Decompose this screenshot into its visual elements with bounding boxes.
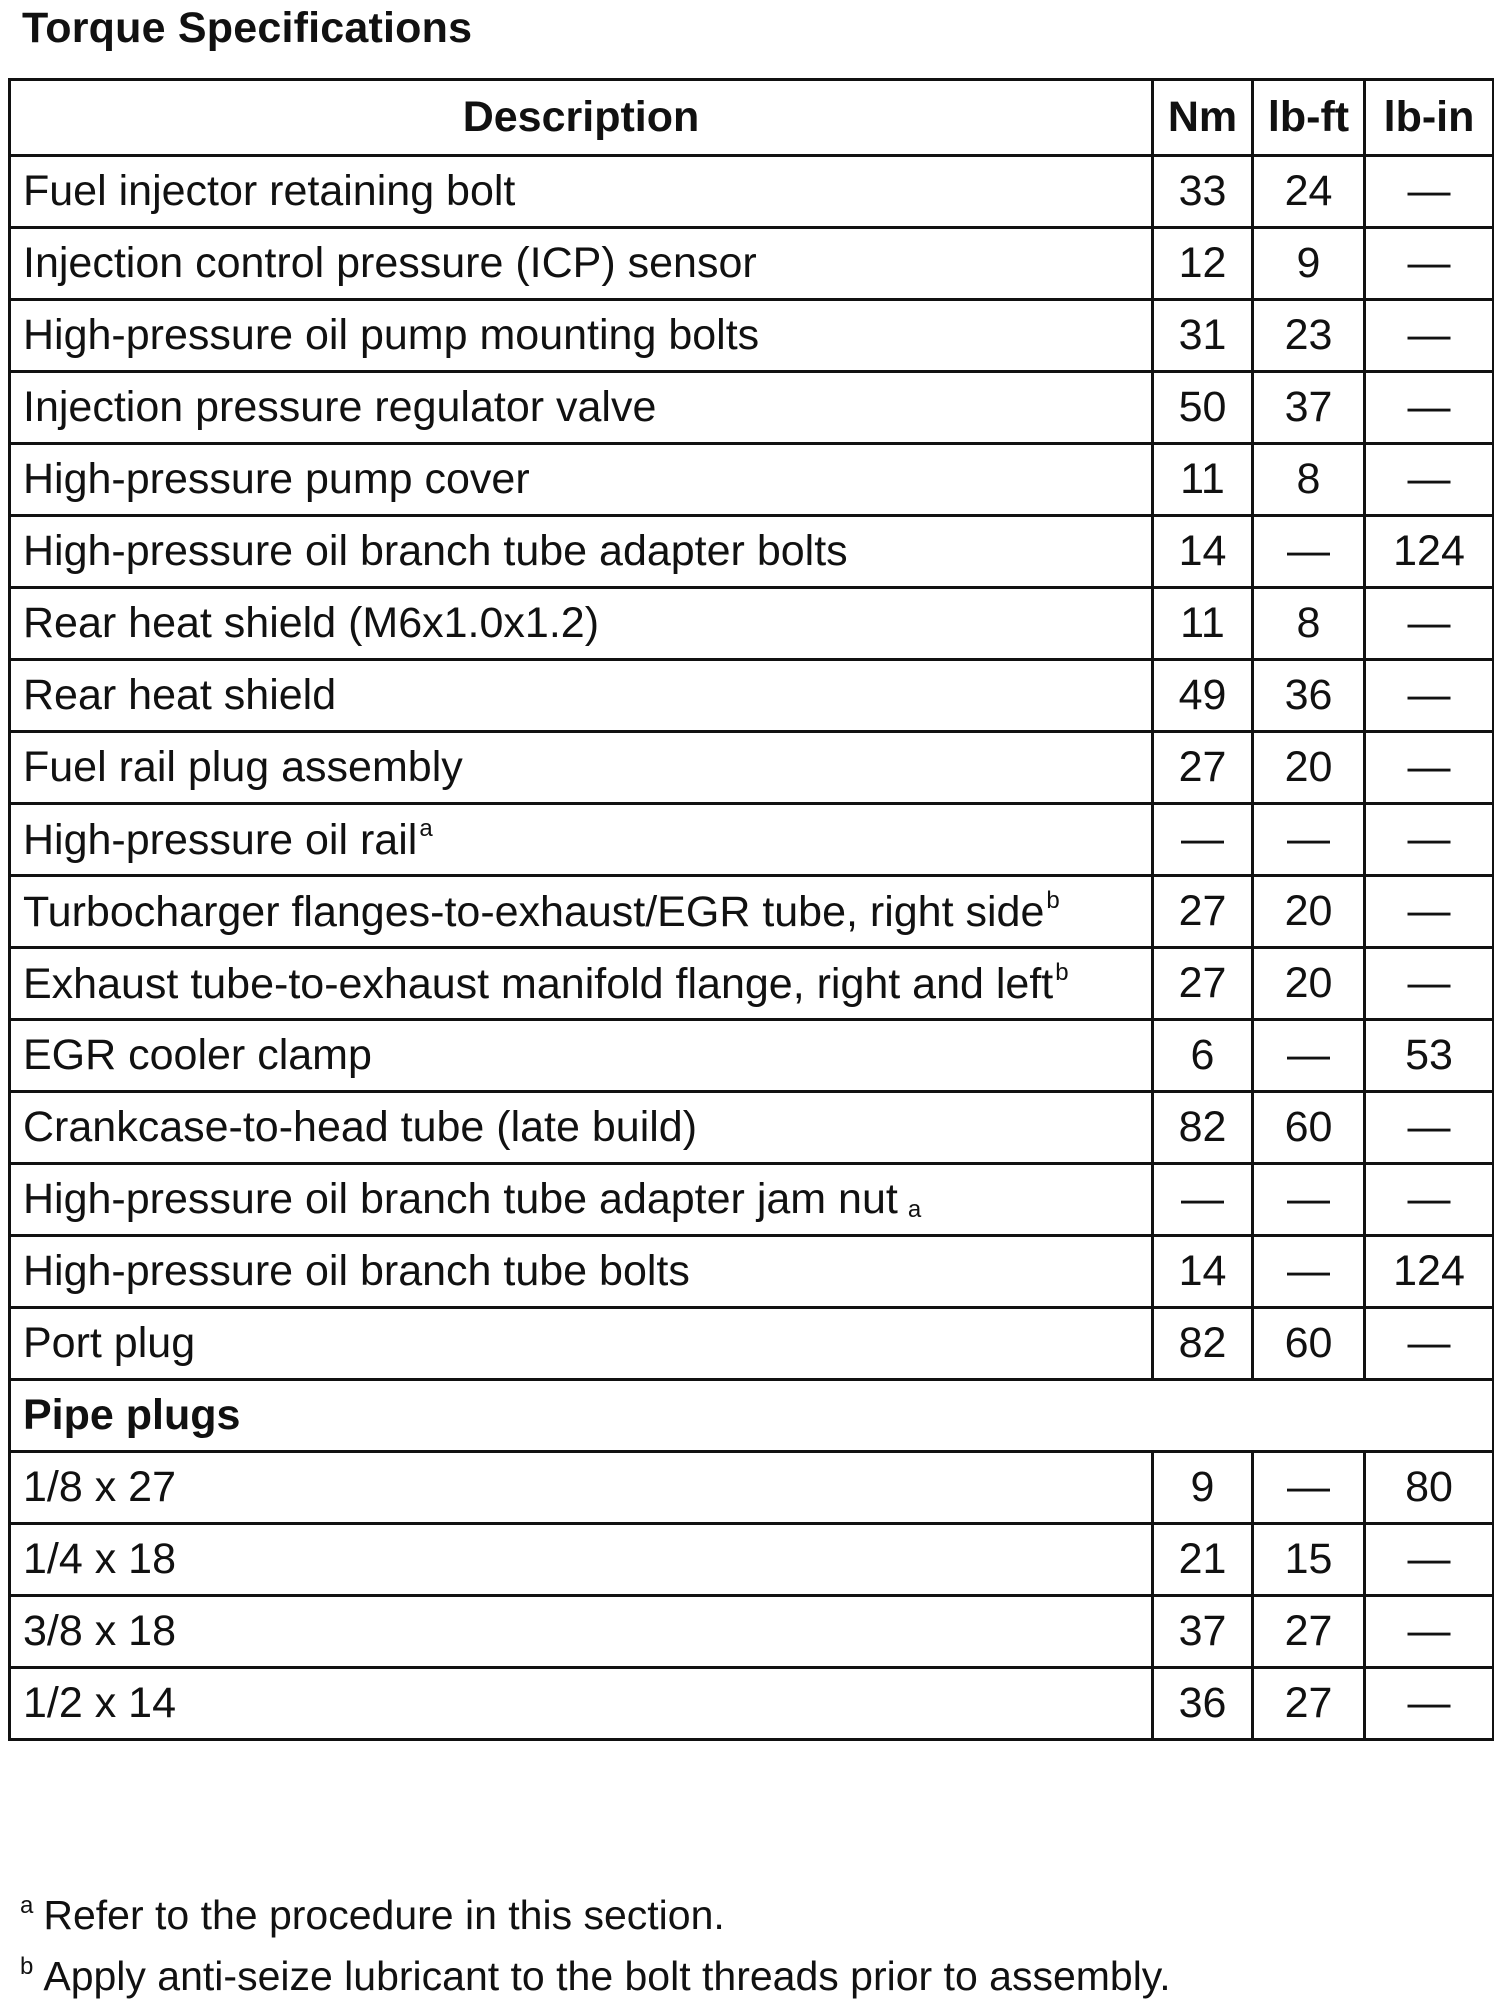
table-row <box>10 1236 1494 1308</box>
row-lbft: — <box>1253 1236 1365 1308</box>
table-row <box>10 1164 1494 1236</box>
row-lbin: — <box>1365 228 1494 300</box>
row-description: 1/2 x 14 <box>10 1668 1153 1740</box>
row-lbft: — <box>1253 1452 1365 1524</box>
table-row <box>10 444 1494 516</box>
table-row <box>10 1668 1494 1740</box>
footnote-mark: a <box>20 1892 34 1919</box>
table-row <box>10 732 1494 804</box>
row-lbin: 124 <box>1365 1236 1494 1308</box>
row-description: High-pressure oil rail$^a$ <box>10 804 1153 876</box>
row-nm: 21 <box>1153 1524 1253 1596</box>
footnote-text: Refer to the procedure in this section. <box>43 1892 725 1938</box>
header-nm: Nm <box>1153 80 1253 156</box>
row-description: High-pressure pump cover <box>10 444 1153 516</box>
row-description: High-pressure oil branch tube adapter jam nut $_a$ <box>10 1164 1153 1236</box>
header-description: Description <box>10 80 1153 156</box>
torque-spec-table <box>8 78 1494 1741</box>
table-row <box>10 1308 1494 1380</box>
footnote-ref: a <box>419 815 433 842</box>
row-lbft: — <box>1253 804 1365 876</box>
row-nm: 11 <box>1153 444 1253 516</box>
header-lbin: lb-in <box>1365 80 1494 156</box>
table-row <box>10 228 1494 300</box>
row-lbin: — <box>1365 1668 1494 1740</box>
row-lbin: — <box>1365 156 1494 228</box>
row-lbft: 36 <box>1253 660 1365 732</box>
row-description: Exhaust tube-to-exhaust manifold flange, right and left$^b$ <box>10 948 1153 1020</box>
table-row <box>10 1020 1494 1092</box>
row-nm: — <box>1153 804 1253 876</box>
row-description: Turbocharger flanges-to-exhaust/EGR tube, right side$^b$ <box>10 876 1153 948</box>
table-row <box>10 1596 1494 1668</box>
row-lbft: 60 <box>1253 1092 1365 1164</box>
row-lbin: — <box>1365 588 1494 660</box>
row-lbft: 15 <box>1253 1524 1365 1596</box>
row-lbin: — <box>1365 1164 1494 1236</box>
row-lbin: — <box>1365 1524 1494 1596</box>
row-description: Fuel injector retaining bolt <box>10 156 1153 228</box>
row-lbin: — <box>1365 660 1494 732</box>
footnote-ref: b <box>1046 887 1060 914</box>
footnotes <box>20 1880 1171 2002</box>
footnote-a <box>20 1880 1171 1941</box>
table-row <box>10 660 1494 732</box>
row-lbft: 27 <box>1253 1596 1365 1668</box>
section-heading-pipe-plugs: Pipe plugs <box>10 1380 1494 1452</box>
row-lbft: 8 <box>1253 588 1365 660</box>
row-nm: 27 <box>1153 876 1253 948</box>
row-description: 3/8 x 18 <box>10 1596 1153 1668</box>
row-nm: 6 <box>1153 1020 1253 1092</box>
row-lbin: — <box>1365 732 1494 804</box>
row-nm: 9 <box>1153 1452 1253 1524</box>
row-lbft: — <box>1253 516 1365 588</box>
row-nm: 37 <box>1153 1596 1253 1668</box>
row-description: High-pressure oil pump mounting bolts <box>10 300 1153 372</box>
row-nm: 12 <box>1153 228 1253 300</box>
row-lbft: 9 <box>1253 228 1365 300</box>
footnote-b <box>20 1941 1171 2002</box>
row-description: EGR cooler clamp <box>10 1020 1153 1092</box>
row-lbin: — <box>1365 948 1494 1020</box>
table-row <box>10 876 1494 948</box>
row-description: 1/4 x 18 <box>10 1524 1153 1596</box>
row-nm: 49 <box>1153 660 1253 732</box>
row-description: Injection control pressure (ICP) sensor <box>10 228 1153 300</box>
row-lbft: 23 <box>1253 300 1365 372</box>
row-description: 1/8 x 27 <box>10 1452 1153 1524</box>
row-lbin: — <box>1365 1092 1494 1164</box>
row-nm: 50 <box>1153 372 1253 444</box>
table-row <box>10 516 1494 588</box>
table-row <box>10 1452 1494 1524</box>
footnote-ref: b <box>1055 959 1069 986</box>
row-nm: 27 <box>1153 732 1253 804</box>
row-lbin: — <box>1365 372 1494 444</box>
row-lbft: 37 <box>1253 372 1365 444</box>
table-row <box>10 804 1494 876</box>
row-lbft: 20 <box>1253 948 1365 1020</box>
row-description: Rear heat shield <box>10 660 1153 732</box>
row-lbft: 20 <box>1253 876 1365 948</box>
row-lbft: 24 <box>1253 156 1365 228</box>
row-nm: — <box>1153 1164 1253 1236</box>
row-lbft: — <box>1253 1164 1365 1236</box>
table-row <box>10 948 1494 1020</box>
row-description: High-pressure oil branch tube adapter bolts <box>10 516 1153 588</box>
row-lbin: 124 <box>1365 516 1494 588</box>
footnote-text: Apply anti-seize lubricant to the bolt threads prior to assembly. <box>43 1953 1171 1999</box>
table-row <box>10 1524 1494 1596</box>
row-nm: 33 <box>1153 156 1253 228</box>
row-lbft: 27 <box>1253 1668 1365 1740</box>
table-row <box>10 588 1494 660</box>
header-lbft: lb-ft <box>1253 80 1365 156</box>
row-nm: 82 <box>1153 1308 1253 1380</box>
row-lbin: — <box>1365 300 1494 372</box>
row-description: Fuel rail plug assembly <box>10 732 1153 804</box>
row-description: Crankcase-to-head tube (late build) <box>10 1092 1153 1164</box>
table-row <box>10 300 1494 372</box>
row-description: Injection pressure regulator valve <box>10 372 1153 444</box>
row-lbin: — <box>1365 804 1494 876</box>
row-nm: 11 <box>1153 588 1253 660</box>
row-lbft: 20 <box>1253 732 1365 804</box>
row-lbft: — <box>1253 1020 1365 1092</box>
row-description: Rear heat shield (M6x1.0x1.2) <box>10 588 1153 660</box>
row-lbft: 8 <box>1253 444 1365 516</box>
row-description: High-pressure oil branch tube bolts <box>10 1236 1153 1308</box>
row-lbin: — <box>1365 876 1494 948</box>
row-nm: 82 <box>1153 1092 1253 1164</box>
row-lbin: 80 <box>1365 1452 1494 1524</box>
section-row <box>10 1380 1494 1452</box>
row-nm: 31 <box>1153 300 1253 372</box>
table-row <box>10 372 1494 444</box>
row-lbin: 53 <box>1365 1020 1494 1092</box>
table-row <box>10 1092 1494 1164</box>
row-nm: 27 <box>1153 948 1253 1020</box>
row-lbin: — <box>1365 1308 1494 1380</box>
header-row <box>10 80 1494 156</box>
row-lbft: 60 <box>1253 1308 1365 1380</box>
page-title: Torque Specifications <box>22 4 473 52</box>
row-lbin: — <box>1365 1596 1494 1668</box>
row-nm: 36 <box>1153 1668 1253 1740</box>
footnote-ref: a <box>907 1195 922 1223</box>
table-row <box>10 156 1494 228</box>
row-nm: 14 <box>1153 1236 1253 1308</box>
row-lbin: — <box>1365 444 1494 516</box>
footnote-mark: b <box>20 1953 34 1980</box>
row-nm: 14 <box>1153 516 1253 588</box>
row-description: Port plug <box>10 1308 1153 1380</box>
